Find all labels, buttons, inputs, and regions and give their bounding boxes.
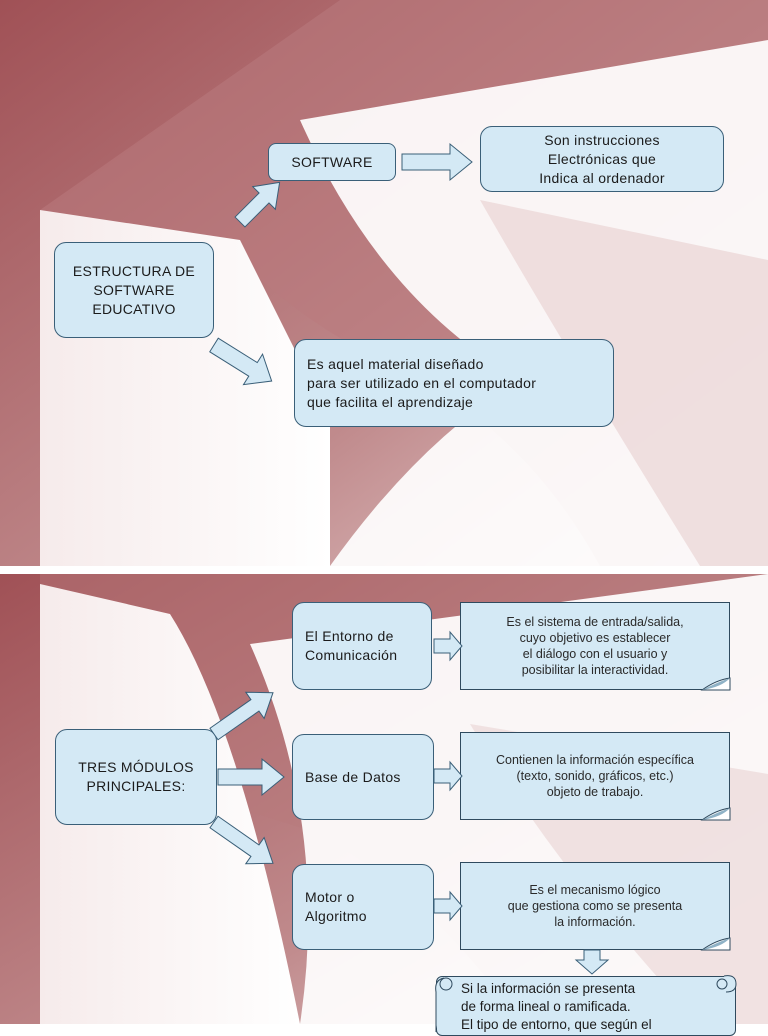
arrow-down-right-icon xyxy=(204,330,281,397)
module-node-entorno-label: El Entorno de Comunicación xyxy=(305,628,398,663)
arrow-up-right-icon xyxy=(229,171,291,233)
root-node-label: ESTRUCTURA DE SOFTWARE EDUCATIVO xyxy=(72,262,196,317)
arrow-down-icon xyxy=(576,950,608,974)
slide-2-arrows xyxy=(0,574,768,1024)
module-desc-entorno-text: Es el sistema de entrada/salida, cuyo objetivo es establecer el diálogo con el usuario y posibilitar la interactividad. xyxy=(506,615,684,677)
module-desc-motor-text: Es el mecanismo lógico que gestiona como se presenta la información. xyxy=(507,883,683,929)
arrow-right-icon xyxy=(218,759,284,795)
arrow-right-icon xyxy=(402,144,472,180)
scroll-note-text: Si la información se presenta de forma lineal o ramificada. El tipo de entorno, que según el xyxy=(461,981,652,1032)
module-node-motor-label: Motor o Algoritmo xyxy=(305,889,367,924)
root-node-modulos-label: TRES MÓDULOS PRINCIPALES: xyxy=(78,759,194,794)
arrow-right-small-icon xyxy=(434,892,462,920)
module-node-base-datos-label: Base de Datos xyxy=(305,768,401,785)
arrow-right-small-icon xyxy=(434,762,462,790)
arrow-up-right-icon xyxy=(205,680,282,748)
software-definition-text: Son instrucciones Electrónicas que Indica al ordenador xyxy=(539,131,665,186)
arrow-down-right-icon xyxy=(205,809,282,877)
software-node-label: SOFTWARE xyxy=(291,153,373,170)
scroll-curl-icon xyxy=(436,976,736,1032)
module-desc-base-datos-text: Contienen la información específica (texto, sonido, gráficos, etc.) objeto de trabajo. xyxy=(495,753,695,799)
arrow-right-small-icon xyxy=(434,632,462,660)
educativo-definition-text: Es aquel material diseñado para ser utilizado en el computador que facilita el aprendizaje xyxy=(307,355,537,410)
slide-2 xyxy=(0,574,768,1032)
slide-divider xyxy=(0,566,768,574)
